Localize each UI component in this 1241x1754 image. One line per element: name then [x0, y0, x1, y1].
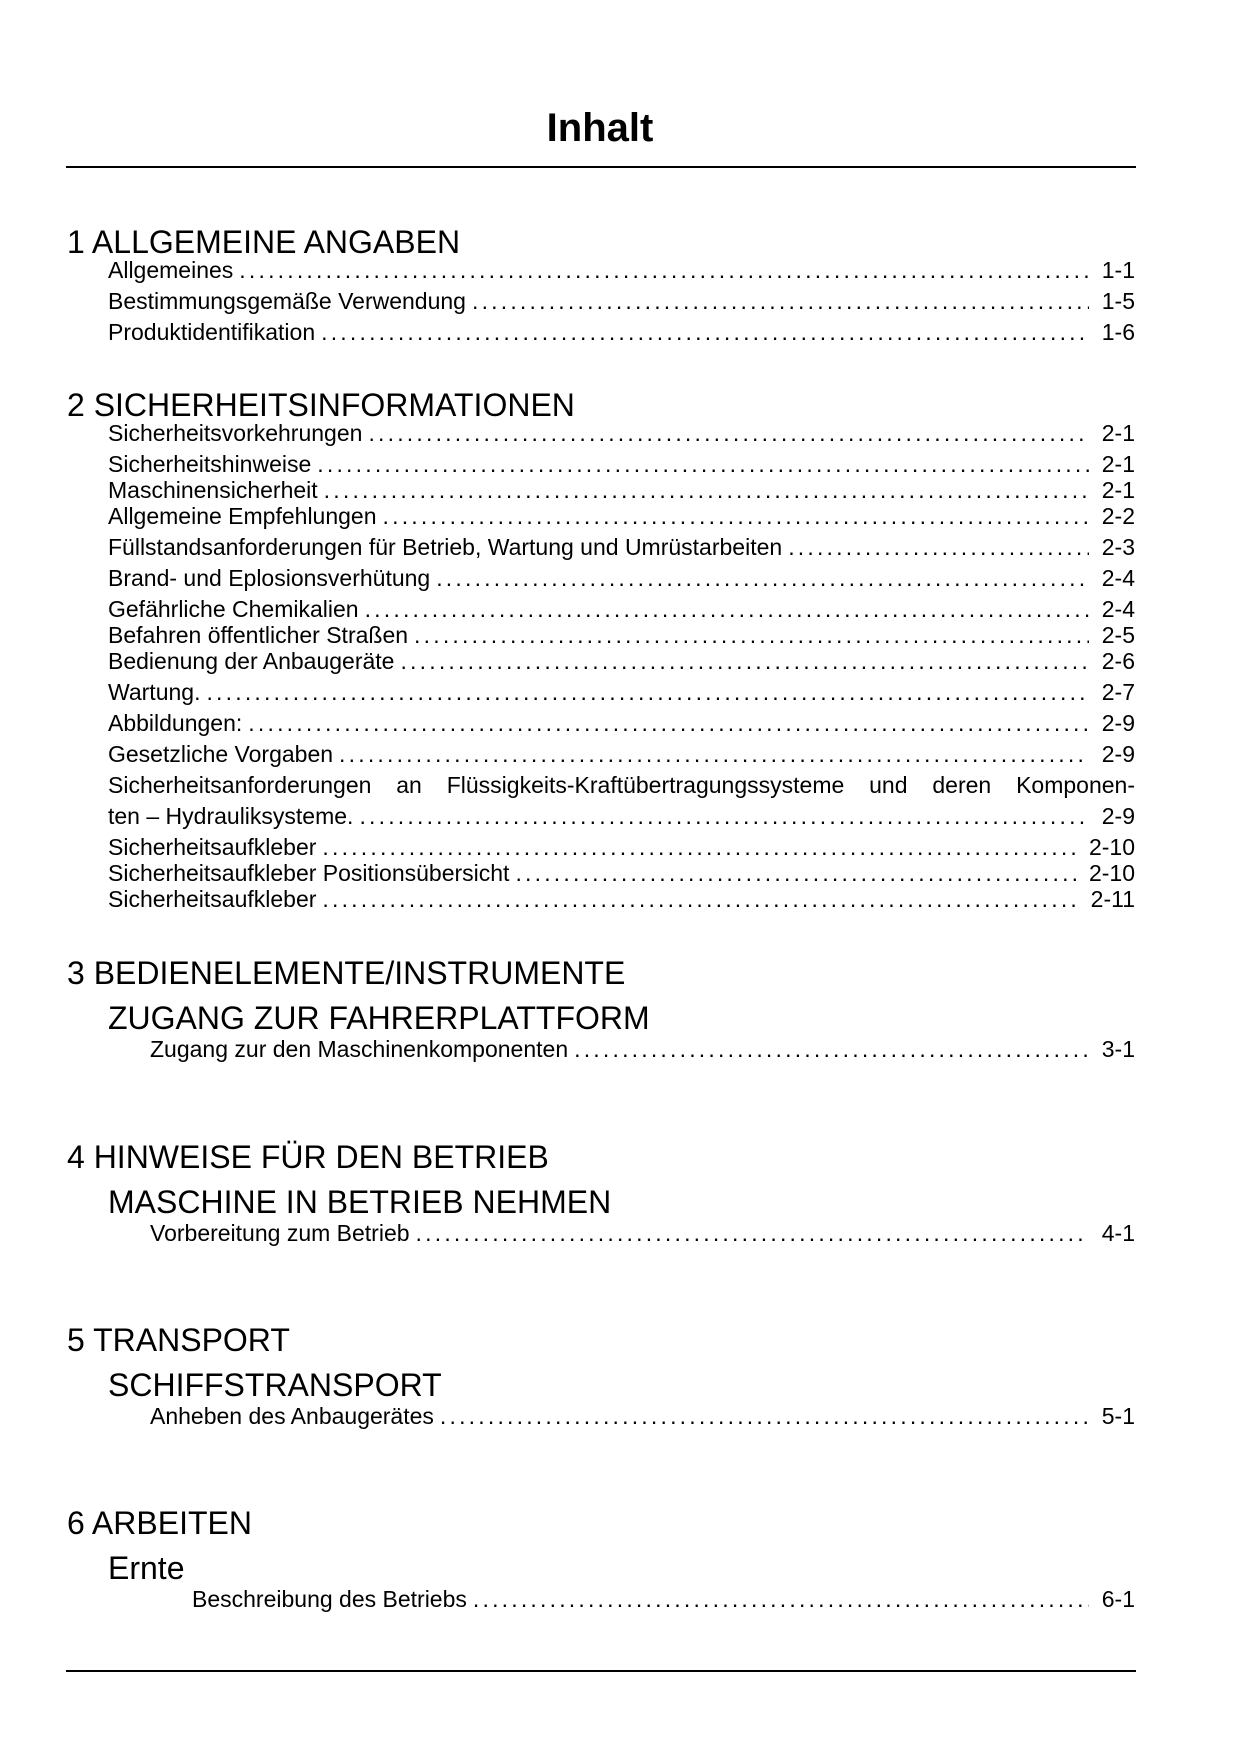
toc-entry[interactable] — [108, 503, 1135, 529]
toc-entry[interactable] — [108, 565, 1135, 591]
toc-entry-label: Befahren öffentlicher Straßen — [108, 622, 409, 648]
dot-leader — [383, 503, 1089, 529]
toc-entry[interactable] — [108, 648, 1135, 674]
toc-entry-page: 2-10 — [1088, 834, 1135, 860]
toc-entry-label: Sicherheitsaufkleber Positionsübersicht — [108, 860, 510, 886]
dot-leader — [365, 596, 1089, 622]
toc-entry-page: 2-3 — [1101, 534, 1135, 560]
toc-entry-page: 6-1 — [1101, 1586, 1135, 1612]
toc-entry-label: Beschreibung des Betriebs — [192, 1586, 467, 1612]
dot-leader — [368, 420, 1089, 446]
toc-entry-page: 2-9 — [1101, 803, 1135, 829]
toc-entry[interactable] — [108, 860, 1135, 886]
toc-entry[interactable] — [108, 710, 1135, 736]
toc-entry-page: 2-2 — [1101, 503, 1135, 529]
chapter-3-heading[interactable]: 3 BEDIENELEMENTE/INSTRUMENTE — [67, 955, 626, 991]
toc-entry[interactable] — [108, 288, 1135, 314]
chapter-6-heading[interactable]: 6 ARBEITEN — [67, 1505, 252, 1541]
toc-entry-label: Gefährliche Chemikalien — [108, 596, 359, 622]
toc-entry[interactable] — [108, 257, 1135, 283]
toc-entry-wrapped-line[interactable]: Sicherheitsanforderungen an Flüssigkeits-Kraftübertragungssysteme und deren Komponen- — [108, 772, 1135, 798]
dot-leader — [322, 886, 1080, 912]
toc-entry[interactable] — [108, 420, 1135, 446]
toc-entry-label: Füllstandsanforderungen für Betrieb, Wartung und Umrüstarbeiten — [108, 534, 783, 560]
dot-leader — [515, 860, 1079, 886]
toc-entry-label: Sicherheitshinweise — [108, 451, 312, 477]
dot-leader — [239, 257, 1089, 283]
toc-entry[interactable] — [108, 596, 1135, 622]
toc-entry-label: Gesetzliche Vorgaben — [108, 741, 334, 767]
dot-leader — [359, 803, 1089, 829]
toc-entry-page: 2-4 — [1101, 565, 1135, 591]
toc-entry-label: Allgemeine Empfehlungen — [108, 503, 377, 529]
toc-entry-label: Sicherheitsvorkehrungen — [108, 420, 363, 446]
toc-entry-label: Maschinensicherheit — [108, 477, 318, 503]
dot-leader — [574, 1036, 1089, 1062]
chapter-5-subheading[interactable]: SCHIFFSTRANSPORT — [108, 1367, 442, 1403]
toc-entry-page: 2-7 — [1101, 679, 1135, 705]
toc-entry[interactable] — [150, 1403, 1135, 1429]
dot-leader — [322, 834, 1079, 860]
toc-entry-label: Abbildungen: — [108, 710, 243, 736]
dot-leader — [206, 679, 1089, 705]
toc-entry-page: 2-1 — [1101, 420, 1135, 446]
chapter-1-heading[interactable]: 1 ALLGEMEINE ANGABEN — [67, 224, 461, 260]
footer-rule — [66, 1670, 1136, 1672]
dot-leader — [400, 648, 1089, 674]
chapter-5-heading[interactable]: 5 TRANSPORT — [67, 1322, 290, 1358]
toc-entry-page: 2-9 — [1101, 741, 1135, 767]
chapter-3-subheading[interactable]: ZUGANG ZUR FAHRERPLATTFORM — [108, 1000, 650, 1036]
toc-entry[interactable] — [108, 679, 1135, 705]
dot-leader — [324, 477, 1089, 503]
dot-leader — [440, 1403, 1089, 1429]
toc-entry-page: 1-6 — [1101, 319, 1135, 345]
toc-entry-page: 1-1 — [1101, 257, 1135, 283]
dot-leader — [472, 288, 1089, 314]
toc-entry[interactable] — [108, 451, 1135, 477]
dot-leader — [436, 565, 1089, 591]
toc-entry[interactable] — [108, 886, 1135, 912]
toc-entry-label: Sicherheitsaufkleber — [108, 834, 317, 860]
toc-entry[interactable] — [108, 477, 1135, 503]
toc-entry-label: Brand- und Eplosionsverhütung — [108, 565, 431, 591]
toc-entry-page: 2-9 — [1101, 710, 1135, 736]
toc-entry-page: 2-11 — [1090, 886, 1135, 912]
toc-entry-page: 2-1 — [1101, 477, 1135, 503]
toc-entry[interactable] — [108, 622, 1135, 648]
toc-entry[interactable] — [150, 1220, 1135, 1246]
toc-entry-label: Anheben des Anbaugerätes — [150, 1403, 434, 1429]
toc-entry-page: 1-5 — [1101, 288, 1135, 314]
toc-entry-label: Bestimmungsgemäße Verwendung — [108, 288, 466, 314]
dot-leader — [317, 451, 1089, 477]
toc-entry-page: 4-1 — [1101, 1220, 1135, 1246]
toc-entry[interactable] — [192, 1586, 1135, 1612]
toc-entry-page: 2-4 — [1101, 596, 1135, 622]
toc-entry-label: Wartung. — [108, 679, 201, 705]
page-title: Inhalt — [546, 106, 654, 150]
dot-leader — [788, 534, 1089, 560]
chapter-4-subheading[interactable]: MASCHINE IN BETRIEB NEHMEN — [108, 1184, 612, 1220]
toc-entry[interactable] — [108, 319, 1135, 345]
toc-entry-label: Bedienung der Anbaugeräte — [108, 648, 395, 674]
toc-entry-page: 5-1 — [1101, 1403, 1135, 1429]
toc-entry-label: ten – Hydrauliksysteme. — [108, 803, 354, 829]
toc-entry-label: Produktidentifikation — [108, 319, 316, 345]
dot-leader — [414, 622, 1089, 648]
toc-entry[interactable] — [108, 741, 1135, 767]
dot-leader — [339, 741, 1089, 767]
toc-entry[interactable] — [108, 534, 1135, 560]
toc-entry-label: Sicherheitsaufkleber — [108, 886, 317, 912]
toc-entry-page: 2-1 — [1101, 451, 1135, 477]
toc-entry[interactable] — [108, 803, 1135, 829]
dot-leader — [321, 319, 1089, 345]
toc-entry-page: 2-6 — [1101, 648, 1135, 674]
chapter-6-subheading[interactable]: Ernte — [108, 1550, 185, 1586]
toc-entry-label: Vorbereitung zum Betrieb — [150, 1220, 410, 1246]
dot-leader — [416, 1220, 1089, 1246]
toc-entry-label: Allgemeines — [108, 257, 234, 283]
toc-entry[interactable] — [150, 1036, 1135, 1062]
toc-entry-page: 2-5 — [1101, 622, 1135, 648]
chapter-4-heading[interactable]: 4 HINWEISE FÜR DEN BETRIEB — [67, 1139, 549, 1175]
dot-leader — [473, 1586, 1089, 1612]
toc-entry-page: 2-10 — [1088, 860, 1135, 886]
toc-entry[interactable] — [108, 834, 1135, 860]
dot-leader — [248, 710, 1089, 736]
chapter-2-heading[interactable]: 2 SICHERHEITSINFORMATIONEN — [67, 387, 575, 423]
toc-entry-page: 3-1 — [1101, 1036, 1135, 1062]
toc-entry-label: Zugang zur den Maschinenkomponenten — [150, 1036, 569, 1062]
